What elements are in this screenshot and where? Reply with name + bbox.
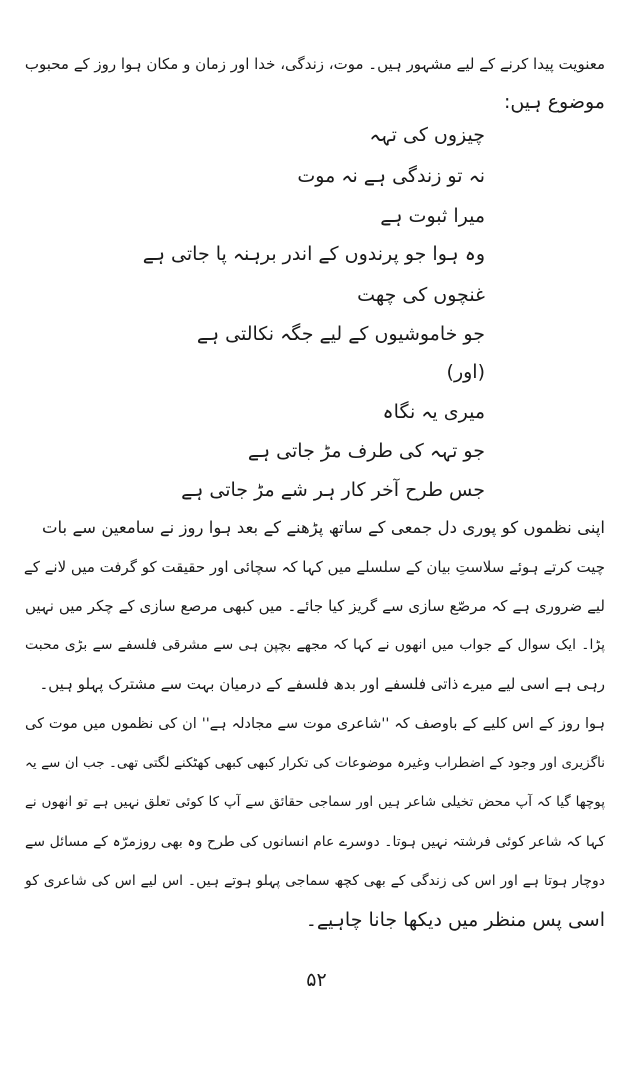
- body-line: لیے ضروری ہے کہ مرصّع سازی سے گریز کیا جائے۔ میں کبھی مرصع سازی کے چکر میں نہیں: [25, 597, 605, 615]
- body-line: دوچار ہوتا ہے اور اس کی زندگی کے بھی کچھ سماجی پہلو ہوتے ہیں۔ اس لیے اس کی شاعری کو: [25, 873, 605, 889]
- intro-line: معنویت پیدا کرنے کے لیے مشہور ہیں۔ موت، زندگی، خدا اور زمان و مکان ہوا روز کے محبوب: [24, 55, 605, 73]
- body-line: ناگزیری اور وجود کے اضطراب وغیرہ موضوعات کی تکرار کبھی کبھی کھٹکنے لگتی تھی۔ جب ان سے یہ: [25, 755, 605, 771]
- poem-line: میری یہ نگاہ: [382, 401, 485, 423]
- body-line: اسی پس منظر میں دیکھا جانا چاہیے۔: [305, 909, 605, 931]
- poem-line: میرا ثبوت ہے: [380, 205, 485, 227]
- poem-line: چیزوں کی تہہ: [369, 124, 485, 146]
- poem-line: جو خاموشیوں کے لیے جگہ نکالتی ہے: [196, 323, 485, 345]
- poem-line: غنچوں کی چھت: [357, 284, 485, 306]
- poem-line: جو تہہ کی طرف مڑ جاتی ہے: [247, 440, 485, 462]
- body-line: چیت کرتے ہوئے سلاستِ بیان کے سلسلے میں کہا کہ سچائی اور حقیقت کو گرفت میں لانے کے: [23, 558, 605, 576]
- body-line: کہا کہ شاعر کوئی فرشتہ نہیں ہوتا۔ دوسرے عام انسانوں کی طرح وہ بھی روزمرّہ کے مسائل سے: [25, 834, 605, 850]
- intro-line: موضوع ہیں:: [503, 91, 605, 113]
- poem-line: جس طرح آخر کار ہر شے مڑ جاتی ہے: [181, 479, 485, 501]
- body-line: پڑا۔ ایک سوال کے جواب میں انھوں نے کہا کہ مجھے بچپن ہی سے مشرقی فلسفے سے بڑی محبت: [25, 637, 605, 653]
- body-line: اپنی نظموں کو پوری دل جمعی کے ساتھ پڑھنے کے بعد ہوا روز نے سامعین سے بات: [42, 518, 605, 537]
- page-number: ۵۲: [306, 969, 327, 991]
- poem-line: نہ تو زندگی ہے نہ موت: [297, 165, 485, 187]
- body-line: ہوا روز کے اس کلیے کے باوصف کہ ''شاعری موت سے مجادلہ ہے'' ان کی نظموں میں موت کی: [25, 716, 605, 732]
- poem-line: (اور): [446, 361, 485, 383]
- body-line: پوچھا گیا کہ آپ محض تخیلی شاعر ہیں اور سماجی حقائق سے آپ کا کوئی تعلق نہیں ہے تو انھوں نے: [25, 794, 605, 810]
- body-line: رہی ہے اسی لیے میرے ذاتی فلسفے اور بدھ فلسفے کے درمیان بہت سے مشترک پہلو ہیں۔: [39, 675, 605, 693]
- poem-line: وہ ہوا جو پرندوں کے اندر برہنہ پا جاتی ہے: [142, 243, 485, 265]
